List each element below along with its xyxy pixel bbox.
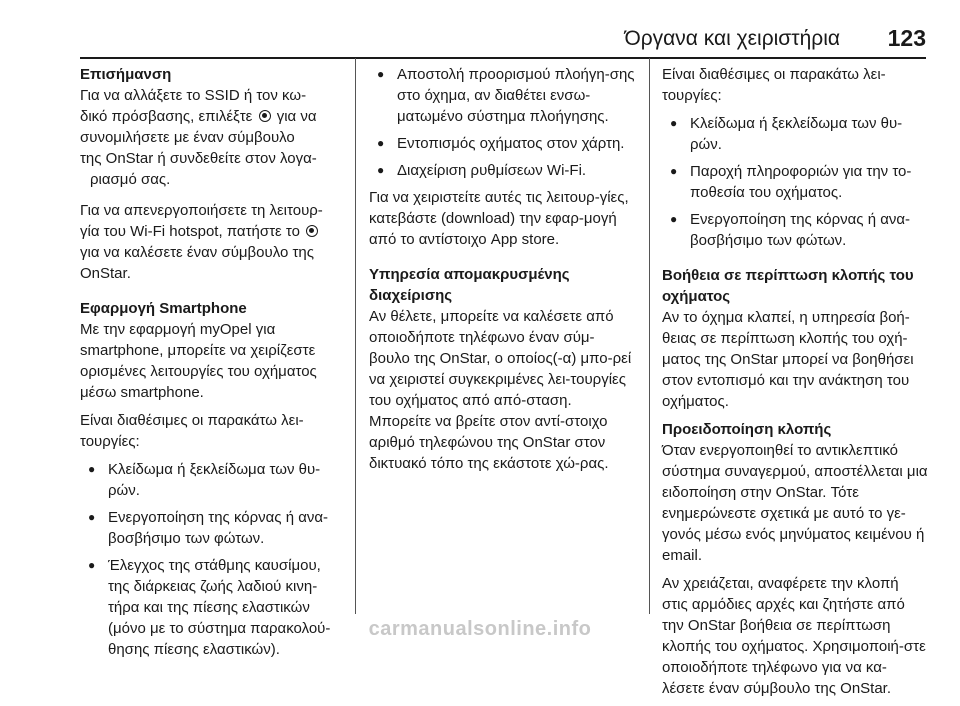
- list-item: ● Παροχή πληροφοριών για την το-ποθεσία του οχήματος.: [662, 161, 928, 203]
- onstar-button-icon: [259, 110, 271, 122]
- page-number: 123: [887, 25, 926, 51]
- notice-text: για να: [276, 108, 317, 125]
- section-heading: Προειδοποίηση κλοπής: [662, 421, 832, 438]
- section-heading: Βοήθεια σε περίπτωση κλοπής του οχήματος: [662, 267, 914, 305]
- column-3: [662, 64, 928, 706]
- notice-line: της OnStar ή συνδεθείτε στον λογα-: [80, 150, 317, 167]
- deactivate-line: OnStar.: [80, 265, 131, 282]
- notice-line: συνομιλήσετε με έναν σύμβουλο: [80, 129, 295, 146]
- deactivate-line: Για να απενεργοποιήσετε τη λειτουρ-: [80, 202, 323, 219]
- notice-text: δικό πρόσβασης, επιλέξτε: [80, 108, 253, 125]
- paragraph: Αν θέλετε, μπορείτε να καλέσετε από οποιοδήποτε τηλέφωνο έναν σύμ-βουλο της OnStar, ο οποίος(-α) μπο-ρεί να χειριστεί συγκεκριμένες λει-τουργίες του οχήματος από από-σταση. Μπορείτε να βρείτε στον αντί-στοιχο αριθμό τηλεφώνου της OnStar στον δικτυακό τόπο της εκάστοτε χώ-ρας.: [369, 308, 632, 472]
- list-item: ● Διαχείριση ρυθμίσεων Wi-Fi.: [369, 160, 635, 181]
- paragraph: Με την εφαρμογή myOpel για smartphone, μπορείτε να χειρίζεστε ορισμένες λειτουργίες του οχήματος μέσω smartphone.: [80, 321, 317, 401]
- deactivate-text: γία του Wi-Fi hotspot, πατήστε το: [80, 223, 300, 240]
- list-item: ● Κλείδωμα ή ξεκλείδωμα των θυ-ρών.: [80, 459, 346, 501]
- list-item: ● Ενεργοποίηση της κόρνας ή ανα-βοσβήσιμο των φώτων.: [80, 507, 346, 549]
- list-item: ● Αποστολή προορισμού πλοήγη-σης στο όχημα, αν διαθέτει ενσω-ματωμένο σύστημα πλοήγησης.: [369, 64, 635, 127]
- section-heading: Υπηρεσία απομακρυσμένης διαχείρισης: [369, 266, 570, 304]
- notice-line: ριασμό σας.: [90, 171, 171, 188]
- page-header: [0, 0, 960, 58]
- chapter-title: Όργανα και χειριστήρια: [624, 27, 840, 50]
- notice-heading: Επισήμανση: [80, 66, 172, 83]
- paragraph: Αν το όχημα κλαπεί, η υπηρεσία βοή-θειας σε περίπτωση κλοπής του οχή-ματος της OnStar μπορεί να βοηθήσει στον εντοπισμό και την ανάκτηση του οχήματος.: [662, 309, 914, 410]
- list-item: ● Ενεργοποίηση της κόρνας ή ανα-βοσβήσιμο των φώτων.: [662, 209, 928, 251]
- paragraph: Είναι διαθέσιμες οι παρακάτω λει-τουργίες:: [662, 66, 886, 104]
- notice-block: [80, 64, 346, 190]
- feature-list: [369, 64, 635, 181]
- section-heading: Εφαρμογή Smartphone: [80, 300, 247, 317]
- notice-line: [80, 106, 346, 127]
- deactivate-line: [80, 221, 346, 242]
- column-divider: [355, 58, 356, 614]
- column-divider: [649, 58, 650, 614]
- deactivate-paragraph: [80, 200, 346, 284]
- watermark: carmanualsonline.info: [368, 618, 592, 640]
- onstar-button-icon: [306, 225, 318, 237]
- notice-line: Για να αλλάξετε το SSID ή τον κω-: [80, 87, 307, 104]
- deactivate-line: για να καλέσετε έναν σύμβουλο της: [80, 244, 314, 261]
- header-rule: [80, 57, 926, 59]
- list-item: ● Εντοπισμός οχήματος στον χάρτη.: [369, 133, 635, 154]
- column-2: [369, 64, 635, 481]
- list-item: ● Έλεγχος της στάθμης καυσίμου, της διάρκειας ζωής λαδιού κινη-τήρα και της πίεσης ελαστικών (μόνο με το σύστημα παρακολού-θησης πίεσης ελαστικών).: [80, 555, 346, 660]
- paragraph: Για να χειριστείτε αυτές τις λειτουρ-γίες, κατεβάστε (download) την εφαρ-μογή από το αντίστοιχο App store.: [369, 189, 629, 248]
- feature-list: [662, 113, 928, 251]
- list-item: ● Κλείδωμα ή ξεκλείδωμα των θυ-ρών.: [662, 113, 928, 155]
- paragraph: Αν χρειάζεται, αναφέρετε την κλοπή στις αρμόδιες αρχές και ζητήστε από την OnStar βοήθεια σε περίπτωση κλοπής του οχήματος. Χρησιμοποιή-στε οποιοδήποτε τηλέφωνο για να κα-λέσετε έναν σύμβουλο της OnStar.: [662, 575, 926, 697]
- column-1: [80, 64, 346, 666]
- paragraph: Όταν ενεργοποιηθεί το αντικλεπτικό σύστημα συναγερμού, αποστέλλεται μια ειδοποίηση στην OnStar. Τότε ενημερώνεστε σχετικά με αυτό το γε-γονός μέσω ενός μηνύματος κειμένου ή email.: [662, 442, 928, 564]
- paragraph: Είναι διαθέσιμες οι παρακάτω λει-τουργίες:: [80, 412, 304, 450]
